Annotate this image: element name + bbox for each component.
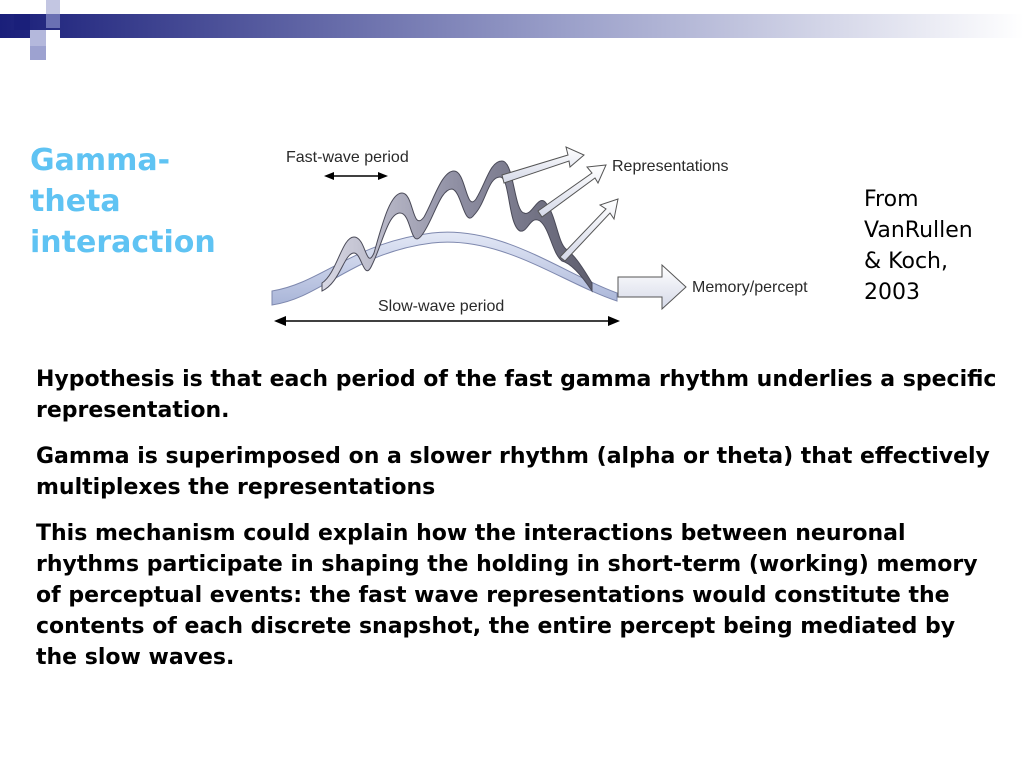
representations-label: Representations xyxy=(612,158,729,175)
title-line: Gamma- xyxy=(30,143,171,178)
mechanism-paragraph: This mechanism could explain how the interactions between neuronal rhythms participate in shaping the holding in short-term (working) memory of perceptual events: the fast wave representations would constitute the contents of each discrete snapshot, the entire percept being mediated by the slow waves. xyxy=(36,521,978,670)
fast-wave-label: Fast-wave period xyxy=(286,149,409,166)
citation-line: From xyxy=(864,187,919,212)
decorative-squares xyxy=(0,0,80,64)
citation xyxy=(864,184,1014,308)
title-line: interaction xyxy=(30,225,216,260)
memory-percept-label: Memory/percept xyxy=(692,279,808,296)
slow-wave-period-arrow xyxy=(274,316,620,326)
fast-wave-period-arrow xyxy=(324,172,388,180)
citation-line: 2003 xyxy=(864,280,920,305)
body-text xyxy=(36,364,1001,688)
gamma-theta-diagram xyxy=(262,133,842,333)
slide-title xyxy=(30,140,260,263)
memory-percept-arrow xyxy=(618,265,686,309)
citation-line: & Koch, xyxy=(864,249,948,274)
slow-wave-label: Slow-wave period xyxy=(378,298,505,315)
citation-line: VanRullen xyxy=(864,218,973,243)
title-line: theta xyxy=(30,184,121,219)
hypothesis-paragraph: Hypothesis is that each period of the fast gamma rhythm underlies a specific representation. xyxy=(36,367,997,423)
gamma-superimposed-paragraph: Gamma is superimposed on a slower rhythm (alpha or theta) that effectively multiplexes the representations xyxy=(36,444,990,500)
header-gradient-band xyxy=(0,14,1024,38)
slow-wave-ribbon xyxy=(272,232,617,305)
